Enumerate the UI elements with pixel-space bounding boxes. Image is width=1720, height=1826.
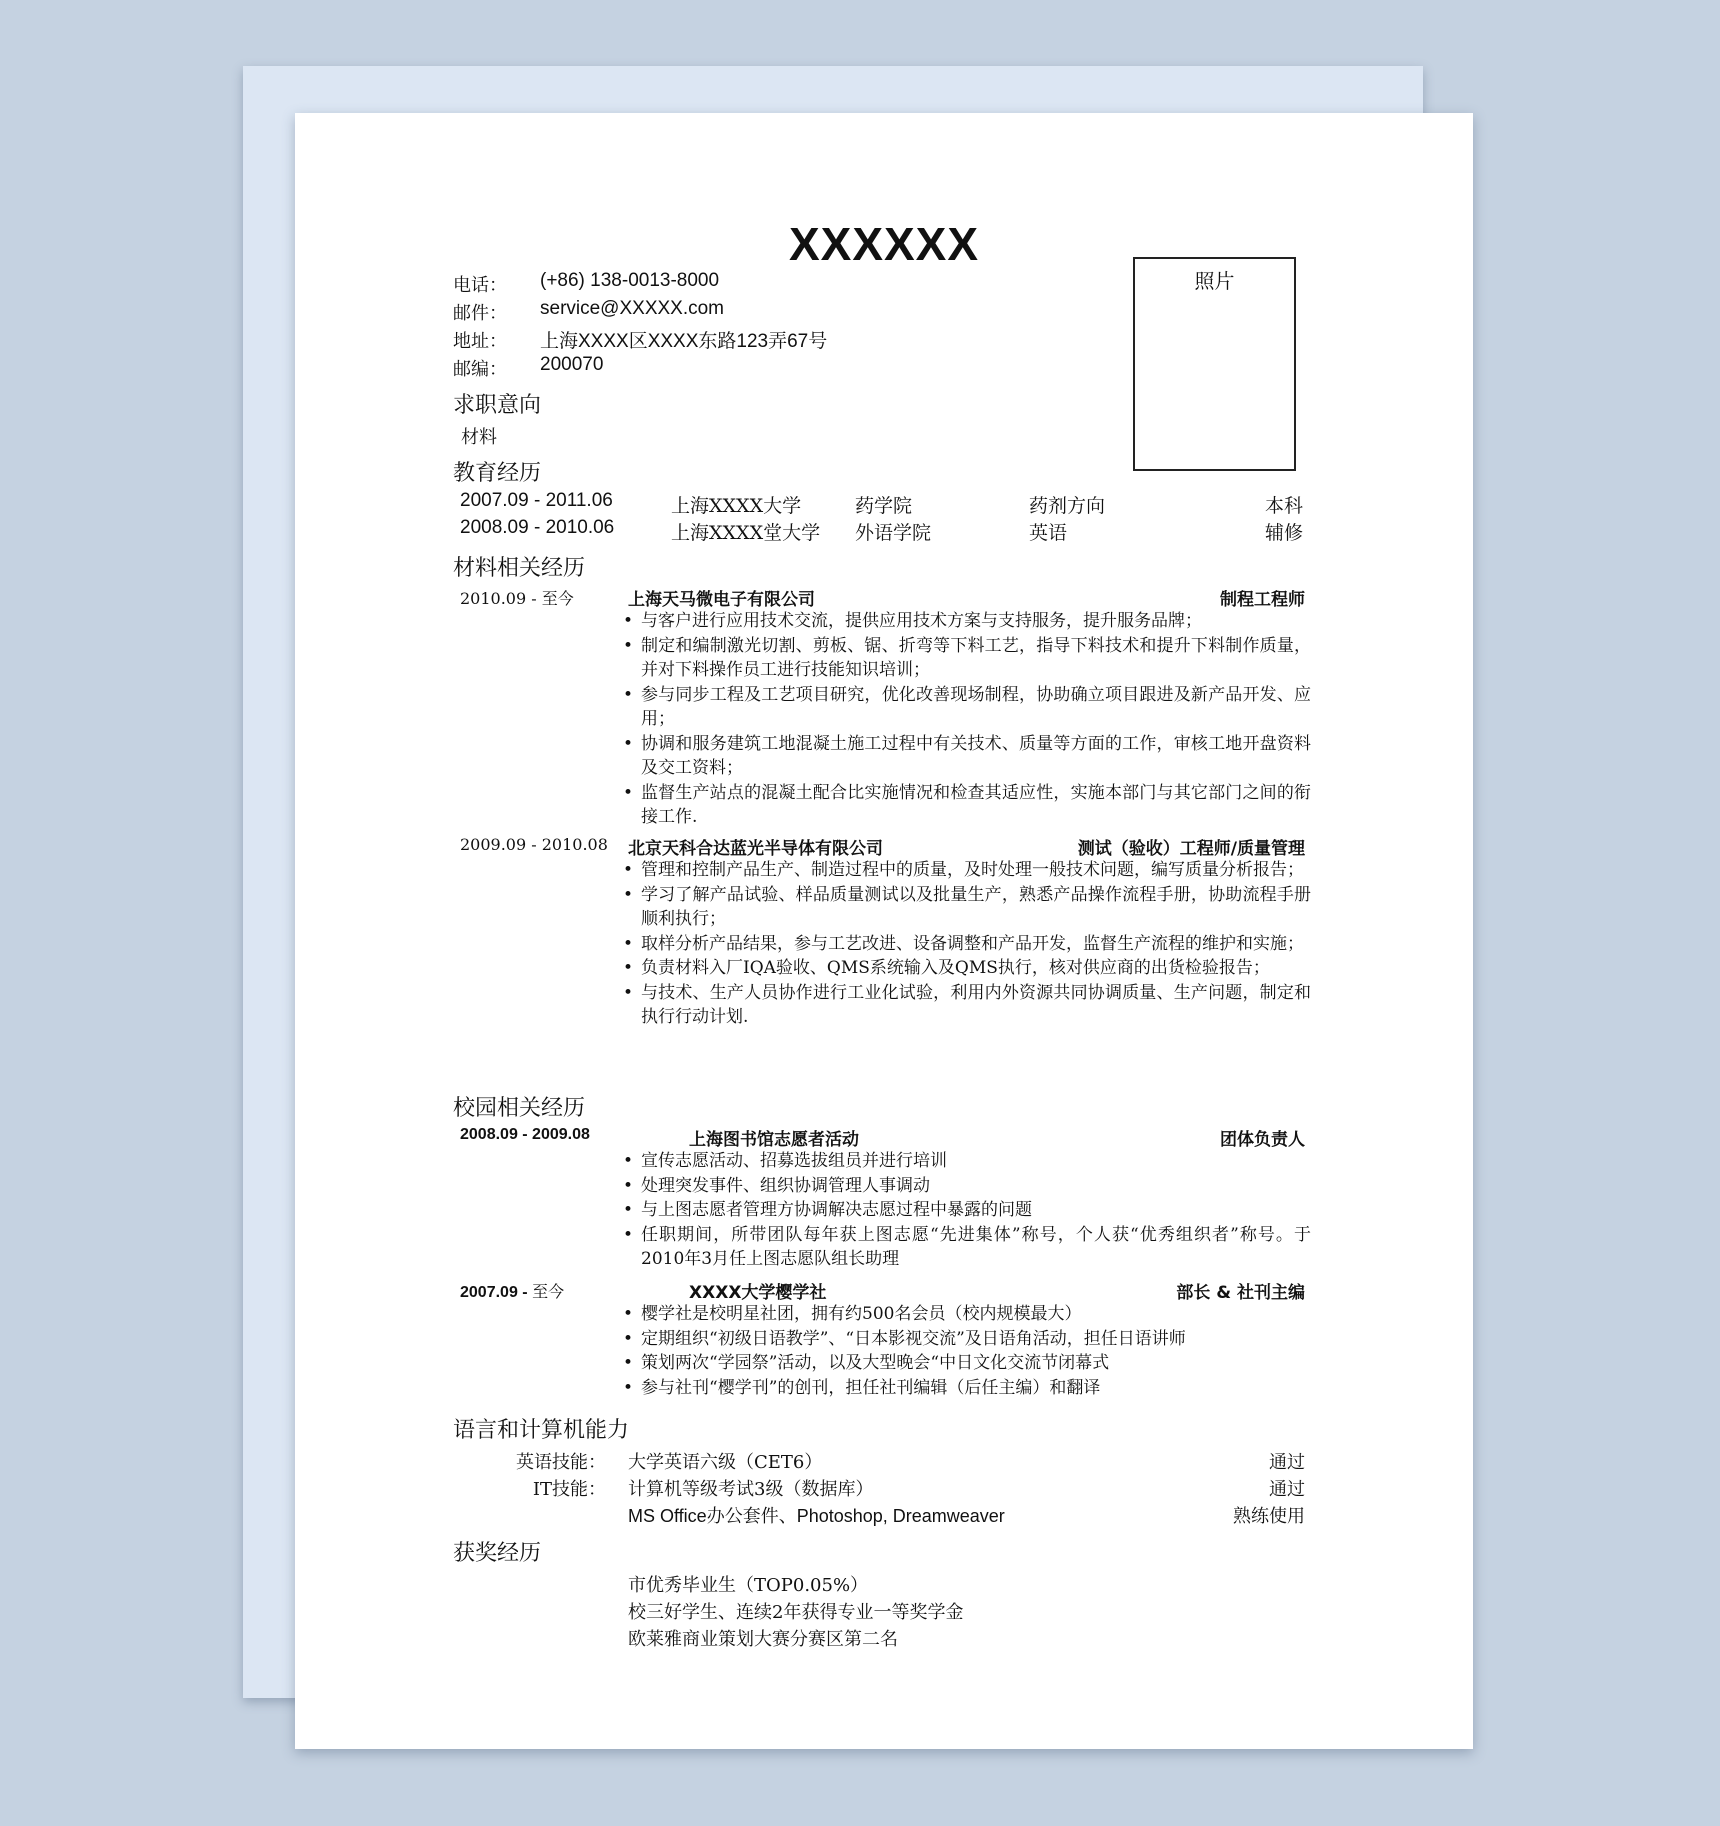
campus-date: 2008.09 - 2009.08	[460, 1126, 590, 1143]
skill-value: 大学英语六级（CET6）	[628, 1452, 823, 1473]
edu-degree: 辅修	[1264, 522, 1303, 544]
campus-org: XXXX大学樱学社	[689, 1283, 827, 1303]
job-date: 2010.09 - 至今	[460, 589, 574, 608]
phone-value: (+86) 138-0013-8000	[540, 270, 720, 291]
edu-degree: 本科	[1264, 495, 1303, 517]
skill-label: 英语技能：	[516, 1452, 606, 1473]
campus-role: 团体负责人	[1220, 1130, 1305, 1150]
skill-label: IT技能：	[532, 1479, 606, 1500]
campus-title: 校园相关经历	[453, 1096, 586, 1121]
list-item: • 宣传志愿活动、招募选拔组员并进行培训	[623, 1149, 1311, 1174]
list-item: • 樱学社是校明星社团，拥有约500名会员（校内规模最大）	[623, 1302, 1311, 1327]
education-title: 教育经历	[453, 461, 542, 486]
job-role: 制程工程师	[1220, 590, 1305, 610]
photo-label: 照片	[1194, 269, 1235, 293]
postcode-label: 邮编：	[453, 359, 507, 380]
list-item: • 协调和服务建筑工地混凝土施工过程中有关技术、质量等方面的工作，审核工地开盘资料及交工资料；	[623, 732, 1311, 781]
award-item: 校三好学生、连续2年获得专业一等奖学金	[628, 1602, 964, 1623]
skill-level: 熟练使用	[1233, 1506, 1305, 1527]
skill-value: 计算机等级考试3级（数据库）	[628, 1479, 874, 1500]
edu-school: 上海XXXX堂大学	[671, 522, 821, 544]
job-role: 测试（验收）工程师/质量管理	[1077, 839, 1305, 859]
list-item: • 与技术、生产人员协作进行工业化试验，利用内外资源共同协调质量、生产问题，制定和执行行动计划.	[623, 981, 1311, 1030]
campus-date	[460, 1279, 564, 1302]
objective-title: 求职意向	[453, 393, 542, 418]
skill-level: 通过	[1269, 1452, 1305, 1473]
job-date: 2009.09 - 2010.08	[460, 835, 608, 854]
job-company: 上海天马微电子有限公司	[628, 590, 815, 610]
list-item: • 任职期间，所带团队每年获上图志愿“先进集体”称号，个人获“优秀组织者”称号。于2010年3月任上图志愿队组长助理	[623, 1223, 1311, 1272]
address-value: 上海XXXX区XXXX东路123弄67号	[540, 331, 828, 352]
skill-level: 通过	[1269, 1479, 1305, 1500]
campus-date-end: 至今	[532, 1282, 565, 1301]
skill-value: MS Office办公套件、Photoshop, Dreamweaver	[628, 1506, 1005, 1526]
objective-value: 材料	[461, 427, 497, 448]
list-item: • 取样分析产品结果，参与工艺改进、设备调整和产品开发，监督生产流程的维护和实施；	[623, 932, 1311, 957]
phone-label: 电话：	[453, 275, 507, 296]
list-item: • 监督生产站点的混凝土配合比实施情况和检查其适应性，实施本部门与其它部门之间的衔接工作.	[623, 781, 1311, 830]
email-label: 邮件：	[453, 303, 507, 324]
award-item: 市优秀毕业生（TOP0.05%）	[628, 1575, 869, 1596]
job-company: 北京天科合达蓝光半导体有限公司	[628, 839, 883, 859]
list-item: • 处理突发事件、组织协调管理人事调动	[623, 1174, 1311, 1199]
edu-date: 2008.09 - 2010.06	[460, 517, 615, 538]
edu-college: 外语学院	[855, 522, 932, 544]
edu-school: 上海XXXX大学	[671, 495, 802, 517]
list-item: • 管理和控制产品生产、制造过程中的质量，及时处理一般技术问题，编写质量分析报告；	[623, 858, 1311, 883]
list-item: • 与上图志愿者管理方协调解决志愿过程中暴露的问题	[623, 1198, 1311, 1223]
list-item: • 与客户进行应用技术交流，提供应用技术方案与支持服务，提升服务品牌；	[623, 609, 1311, 634]
list-item: • 学习了解产品试验、样品质量测试以及批量生产，熟悉产品操作流程手册，协助流程手册顺利执行；	[623, 883, 1311, 932]
edu-major: 药剂方向	[1029, 495, 1106, 517]
list-item: • 负责材料入厂IQA验收、QMS系统输入及QMS执行，核对供应商的出货检验报告；	[623, 956, 1311, 981]
list-item: • 参与社刊“樱学刊”的创刊，担任社刊编辑（后任主编）和翻译	[623, 1376, 1311, 1401]
campus-bullets	[623, 1302, 1311, 1400]
job-bullets	[623, 858, 1311, 1030]
list-item: • 参与同步工程及工艺项目研究，优化改善现场制程，协助确立项目跟进及新产品开发、应用；	[623, 683, 1311, 732]
skills-title: 语言和计算机能力	[453, 1418, 630, 1443]
list-item: • 定期组织“初级日语教学”、“日本影视交流”及日语角活动，担任日语讲师	[623, 1327, 1311, 1352]
work-title: 材料相关经历	[453, 556, 586, 581]
award-item: 欧莱雅商业策划大赛分赛区第二名	[628, 1629, 898, 1650]
postcode-value: 200070	[540, 354, 604, 375]
list-item: • 策划两次“学园祭”活动，以及大型晚会“中日文化交流节闭幕式	[623, 1351, 1311, 1376]
email-value: service@XXXXX.com	[540, 298, 725, 319]
job-bullets	[623, 609, 1311, 830]
awards-title: 获奖经历	[453, 1541, 542, 1566]
campus-date-start: 2007.09 -	[460, 1284, 533, 1301]
resume-page	[295, 113, 1473, 1749]
address-label: 地址：	[453, 331, 507, 352]
campus-role: 部长 & 社刊主编	[1176, 1283, 1305, 1303]
campus-bullets	[623, 1149, 1311, 1272]
campus-org: 上海图书馆志愿者活动	[689, 1130, 859, 1150]
edu-date: 2007.09 - 2011.06	[460, 490, 613, 511]
list-item: • 制定和编制激光切割、剪板、锯、折弯等下料工艺，指导下料技术和提升下料制作质量，并对下料操作员工进行技能知识培训；	[623, 634, 1311, 683]
photo-placeholder	[1133, 257, 1296, 471]
resume-name: XXXXXX	[788, 218, 980, 270]
edu-major: 英语	[1029, 522, 1068, 544]
edu-college: 药学院	[855, 495, 913, 517]
